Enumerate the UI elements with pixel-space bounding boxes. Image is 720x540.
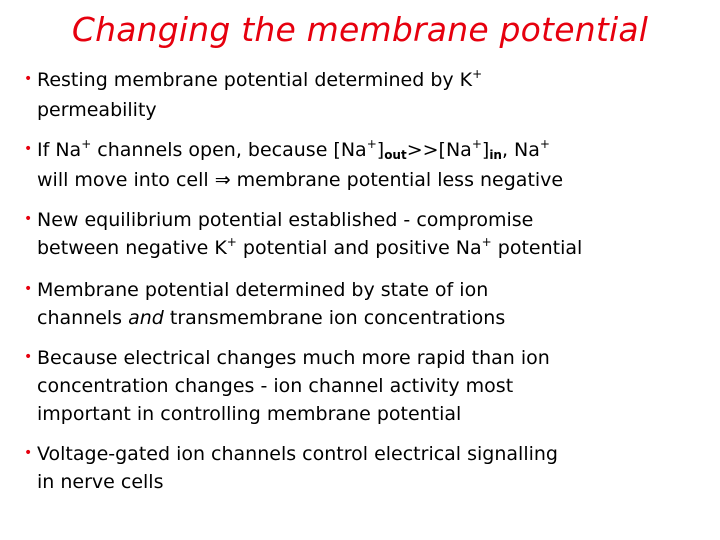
bullet-5-line-3: important in controlling membrane potential <box>37 403 462 425</box>
bullet-item-6 <box>26 440 710 496</box>
bullet-3-line-1: New equilibrium potential established - compromise <box>37 209 534 231</box>
bullet-6-line-1: Voltage-gated ion channels control electrical signalling <box>37 443 558 465</box>
bullet-marker: • <box>24 141 33 157</box>
bullet-2-line-2: will move into cell ⇒ membrane potential less negative <box>37 169 564 191</box>
bullet-marker: • <box>24 71 33 87</box>
bullet-5-line-1: Because electrical changes much more rapid than ion <box>37 347 550 369</box>
bullet-marker: • <box>24 445 33 461</box>
bullet-item-1 <box>26 66 710 124</box>
bullet-item-5 <box>26 344 710 428</box>
bullet-item-3 <box>26 206 710 264</box>
bullet-6-line-2: in nerve cells <box>37 471 164 493</box>
bullet-marker: • <box>24 281 33 297</box>
bullet-marker: • <box>24 211 33 227</box>
bullet-marker: • <box>24 349 33 365</box>
bullet-item-4 <box>26 276 710 332</box>
bullet-4-line-2: channels and transmembrane ion concentrations <box>37 307 506 329</box>
bullet-item-2 <box>26 136 710 194</box>
bullet-3-line-2: between negative K+ potential and positive Na+ potential <box>37 235 583 259</box>
bullet-4-line-1: Membrane potential determined by state of ion <box>37 279 489 301</box>
bullet-1-line-1: Resting membrane potential determined by K+ <box>37 67 483 91</box>
bullet-1-line-2: permeability <box>37 99 157 121</box>
bullet-5-line-2: concentration changes - ion channel activity most <box>37 375 514 397</box>
bullet-list <box>26 66 710 508</box>
slide-title: Changing the membrane potential <box>71 10 649 49</box>
implies-arrow-icon: ⇒ <box>214 169 231 191</box>
bullet-2-line-1: If Na+ channels open, because [Na+]out>>[Na+]in, Na+ <box>37 137 550 162</box>
